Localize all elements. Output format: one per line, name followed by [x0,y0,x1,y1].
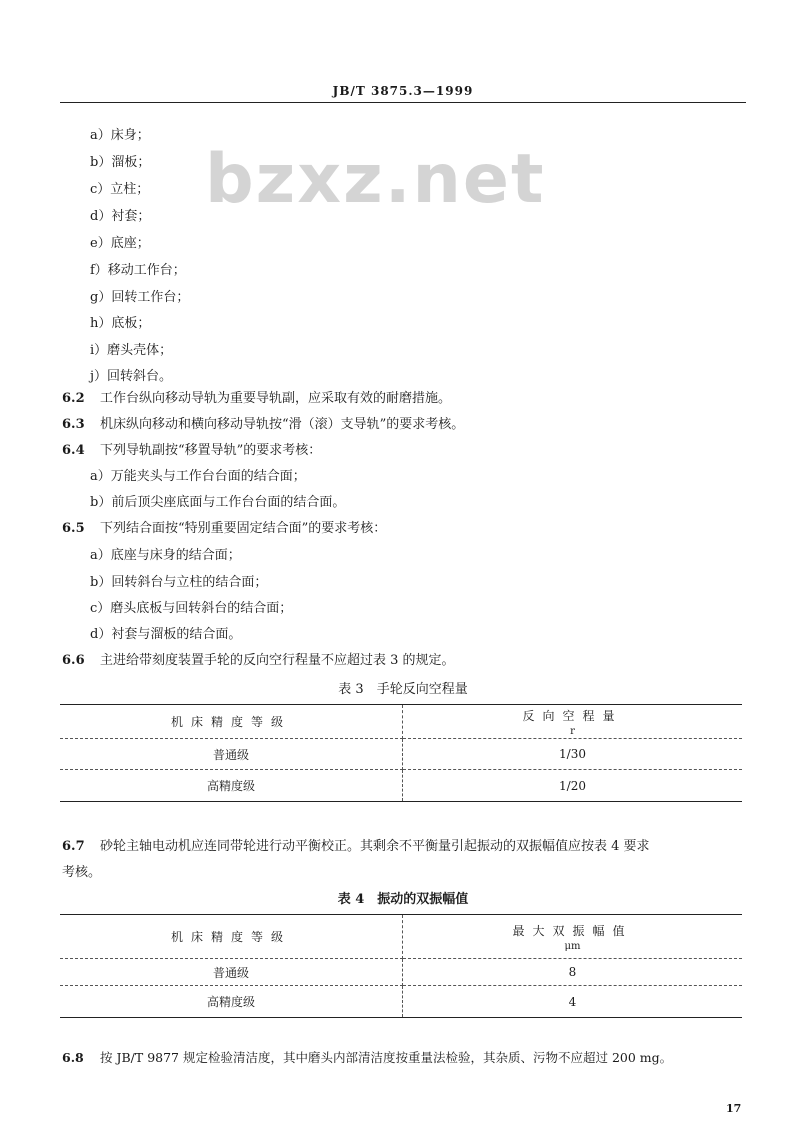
clause-text: 主进给带刻度装置手轮的反向空行程量不应超过表 3 的规定。 [100,653,455,668]
clause-number: 6.6 [62,653,85,668]
list-item: e）底座； [90,236,150,251]
clause-text: 下列导轨副按“移置导轨”的要求考核： [100,443,322,458]
table-cell: 8 [403,959,743,986]
list-item: c）立柱； [90,182,150,197]
list-item: f）移动工作台； [90,263,186,278]
list-item: b）溜板； [90,155,151,170]
running-header: JB/T 3875.3—1999 [332,84,474,98]
list-item: d）衬套与溜板的结合面。 [90,627,242,642]
table-header-cell: 最大双振幅值 μm [403,915,743,959]
table-row [60,986,742,1018]
unit-label: r [570,725,575,737]
table-header-row [60,705,742,739]
list-item: j）回转斜台。 [90,369,173,384]
table-3 [60,704,742,802]
clause-number: 6.8 [62,1050,84,1065]
list-item: a）万能夹头与工作台台面的结合面； [90,469,306,484]
table-header-cell: 机床精度等级 [60,915,403,959]
list-item: b）前后顶尖座底面与工作台台面的结合面。 [90,495,346,510]
clause-number: 6.3 [62,417,85,432]
table-row [60,959,742,986]
table-cell: 高精度级 [60,770,403,802]
clause-number: 6.5 [62,521,85,536]
clause-text: 按 JB/T 9877 规定检验清洁度，其中磨头内部清洁度按重量法检验，其杂质、污物不应超过 200 mg。 [100,1050,673,1065]
clause-continuation: 考核。 [62,865,102,880]
clause-text: 下列结合面按“特别重要固定结合面”的要求考核： [100,521,387,536]
table-header-cell: 反向空程量 r [403,705,743,739]
clause-text: 砂轮主轴电动机应连同带轮进行动平衡校正。其剩余不平衡量引起振动的双振幅值应按表 4 要求 [100,839,650,854]
clause-text: 机床纵向移动和横向移动导轨按“滑（滚）支导轨”的要求考核。 [100,417,465,432]
table-cell: 4 [403,986,743,1018]
table-cell: 高精度级 [60,986,403,1018]
clause-number: 6.2 [62,391,85,406]
table-cell: 1/20 [403,770,743,802]
clause-6-5 [62,517,386,536]
list-item: g）回转工作台； [90,290,190,305]
list-item: c）磨头底板与回转斜台的结合面； [90,601,293,616]
table-cell: 普通级 [60,959,403,986]
list-item: i）磨头壳体； [90,343,173,358]
table-header-row [60,915,742,959]
list-item: d）衬套； [90,209,151,224]
clause-6-2 [62,387,451,406]
list-item: b）回转斜台与立柱的结合面； [90,575,268,590]
clause-6-6 [62,649,455,668]
unit-label: μm [564,940,581,952]
table-4 [60,914,742,1018]
table-cell: 1/30 [403,739,743,770]
clause-number: 6.7 [62,839,85,854]
table-4-caption: 表 4 振动的双振幅值 [337,892,469,907]
table-row [60,770,742,802]
table-3-caption: 表 3 手轮反向空程量 [338,682,468,697]
header-rule [60,102,746,103]
table-header-cell: 机床精度等级 [60,705,403,739]
page-number: 17 [726,1102,742,1115]
clause-6-4 [62,439,321,458]
clause-6-3 [62,413,464,432]
clause-6-7 [62,835,650,854]
watermark-logo: bzxz.net [205,140,546,219]
clause-6-8 [62,1048,672,1066]
table-cell: 普通级 [60,739,403,770]
list-item: a）底座与床身的结合面； [90,548,241,563]
table-row [60,739,742,770]
list-item: h）底板； [90,316,151,331]
clause-number: 6.4 [62,443,85,458]
list-item: a）床身； [90,128,150,143]
clause-text: 工作台纵向移动导轨为重要导轨副，应采取有效的耐磨措施。 [100,391,452,406]
